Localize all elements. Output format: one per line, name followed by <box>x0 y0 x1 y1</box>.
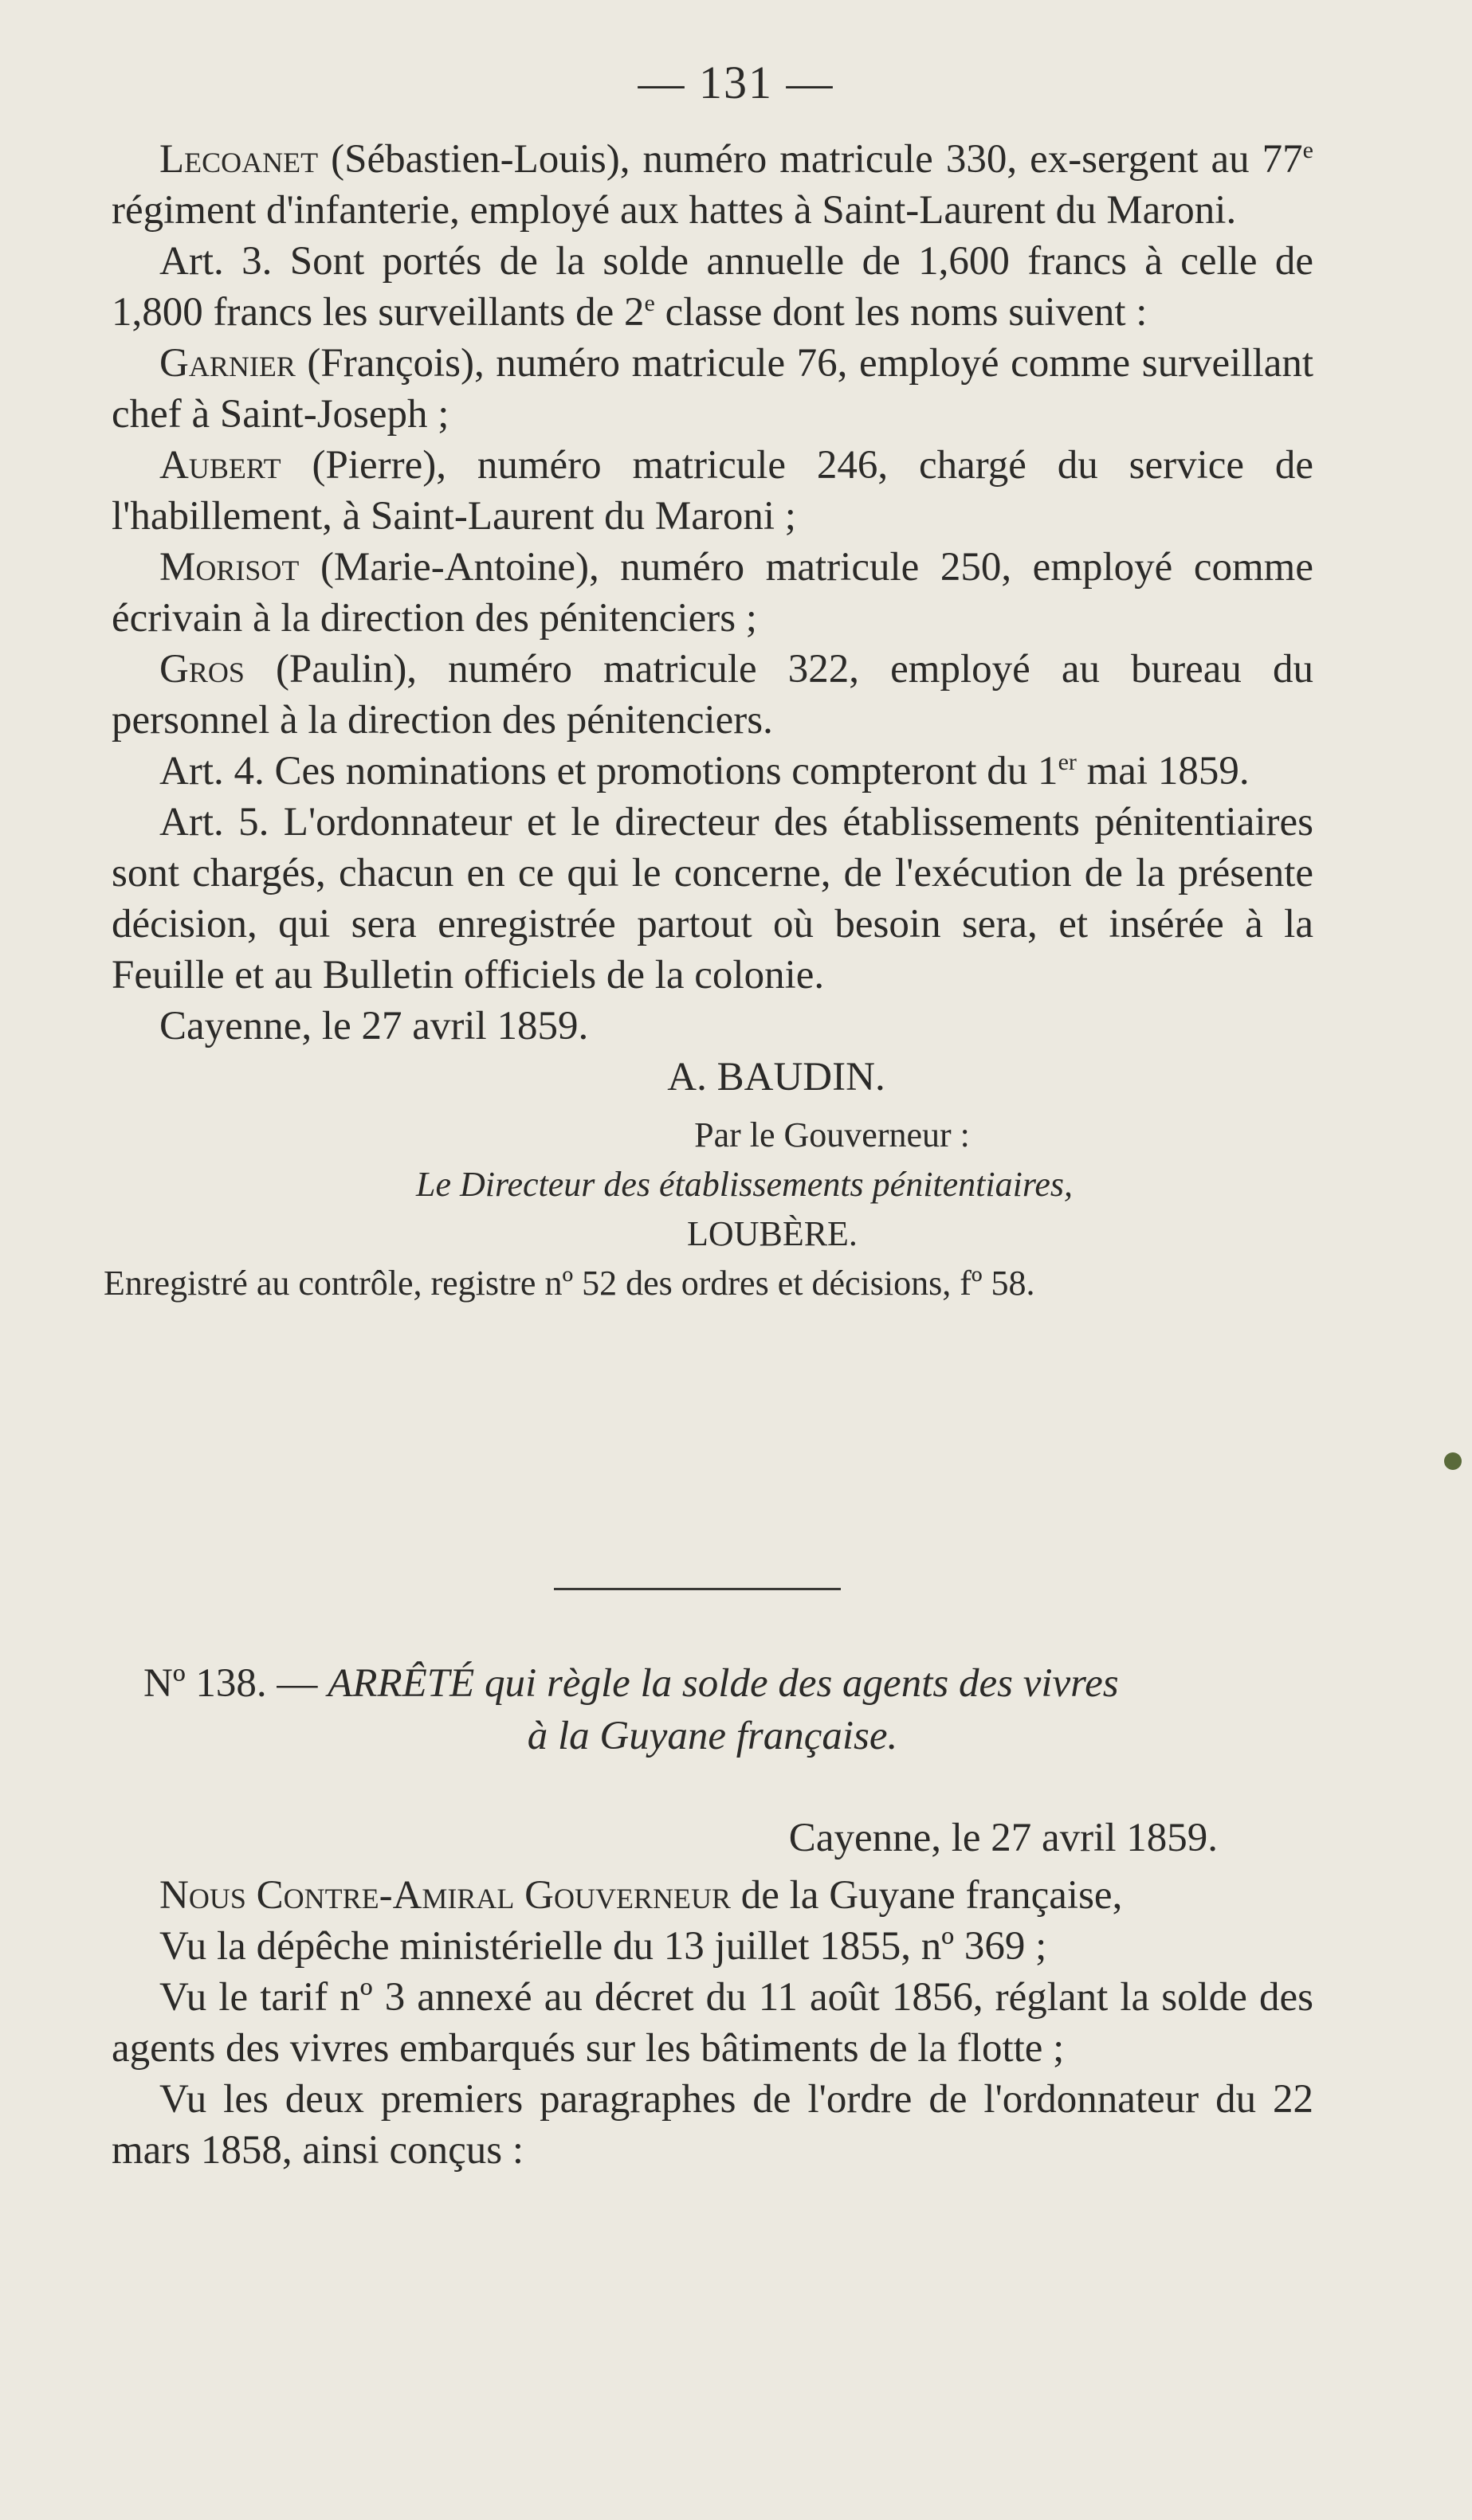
paragraph-text: mai 1859. <box>1076 749 1250 794</box>
heading-line-2: à la Guyane française. <box>527 1714 898 1758</box>
paragraph-vu-tarif <box>112 1972 1313 2074</box>
person-name: Aubert <box>159 443 281 488</box>
paragraph-text: Vu la dépêche ministérielle du 13 juillet 1855, nº 369 ; <box>159 1924 1047 1969</box>
paragraph-text: (Pierre), numéro matricule 246, chargé du service de l'habillement, à Saint-Laurent du Maroni ; <box>112 443 1313 539</box>
paragraph-garnier <box>112 338 1313 440</box>
article-3 <box>112 236 1313 338</box>
heading-line-1 <box>112 1657 1313 1710</box>
person-name: Gros <box>159 647 245 692</box>
paragraph-morisot <box>112 542 1313 644</box>
heading-text: qui règle la solde des agents des vivres <box>474 1661 1119 1706</box>
authority-name: Nous Contre-Amiral Gouverneur <box>159 1873 731 1918</box>
paragraph-text: régiment d'infanterie, employé aux hattes à Saint-Laurent du Maroni. <box>112 188 1237 233</box>
paragraph-text: Vu les deux premiers paragraphes de l'ordre de l'ordonnateur du 22 mars 1858, ainsi conçus : <box>112 2077 1313 2173</box>
paragraph-text: Art. 3. Sont portés de la solde annuelle de 1,600 francs à celle de 1,800 francs les surveillants de 2 <box>112 239 1313 335</box>
superscript: e <box>644 290 655 316</box>
heading-number: Nº 138. — <box>143 1661 328 1706</box>
paragraph-text: Art. 5. L'ordonnateur et le directeur des établissements pénitentiaires sont chargés, chacun en ce qui le concerne, de l'exécution de la présente décision, qui sera enregistrée partout où besoin sera, et insérée à la Feuille et au Bulletin officiels de la colonie. <box>112 800 1313 997</box>
paragraph-gros <box>112 644 1313 746</box>
paragraph-text: (Paulin), numéro matricule 322, employé au bureau du personnel à la direction des pénitenciers. <box>112 647 1313 743</box>
section-divider <box>554 1588 841 1590</box>
paragraph-text: (François), numéro matricule 76, employé comme surveillant chef à Saint-Joseph ; <box>112 341 1313 437</box>
page-number: — 131 — <box>638 57 834 108</box>
paragraph-text: classe dont les noms suivent : <box>654 290 1148 335</box>
paragraph-text: de la Guyane française, <box>731 1873 1123 1918</box>
registration-note: Enregistré au contrôle, registre nº 52 des ordres et décisions, fº 58. <box>104 1264 1035 1303</box>
paragraph-text: (Marie-Antoine), numéro matricule 250, employé comme écrivain à la direction des pénitenciers ; <box>112 545 1313 641</box>
paragraph-vu-depeche <box>112 1921 1313 1972</box>
signature-baudin: A. BAUDIN. <box>667 1055 885 1099</box>
decision-body <box>104 134 1313 1308</box>
superscript: er <box>1058 749 1077 775</box>
paragraph-vu-ordre <box>112 2074 1313 2176</box>
paragraph-nous <box>112 1870 1313 1921</box>
article-4 <box>112 746 1313 797</box>
date-place <box>112 1001 1313 1052</box>
paragraph-text: Cayenne, le 27 avril 1859. <box>159 1004 589 1048</box>
article-5 <box>112 797 1313 1001</box>
arrete-dateline: Cayenne, le 27 avril 1859. <box>788 1816 1218 1860</box>
paragraph-aubert <box>112 440 1313 542</box>
person-name: Morisot <box>159 545 300 590</box>
signature-loubere: LOUBÈRE. <box>687 1214 858 1253</box>
heading-arrete: ARRÊTÉ <box>328 1661 475 1706</box>
person-name: Garnier <box>159 341 296 386</box>
paragraph-text: Art. 4. Ces nominations et promotions compteront du 1 <box>159 749 1058 794</box>
superscript: e <box>1302 137 1313 163</box>
paper-stain <box>1444 1452 1462 1470</box>
arrete-body <box>112 1813 1313 2176</box>
par-le-gouverneur: Par le Gouverneur : <box>694 1115 970 1154</box>
paragraph-text: Vu le tarif nº 3 annexé au décret du 11 août 1856, réglant la solde des agents des vivres embarqués sur les bâtiments de la flotte ; <box>112 1975 1313 2071</box>
paragraph-text: (Sébastien-Louis), numéro matricule 330, ex-sergent au 77 <box>318 137 1303 182</box>
paragraph-lecoanet <box>112 134 1313 236</box>
person-name: Lecoanet <box>159 137 319 182</box>
directeur-title: Le Directeur des établissements pénitentiaires, <box>415 1165 1074 1204</box>
arrete-heading <box>112 1657 1313 1762</box>
